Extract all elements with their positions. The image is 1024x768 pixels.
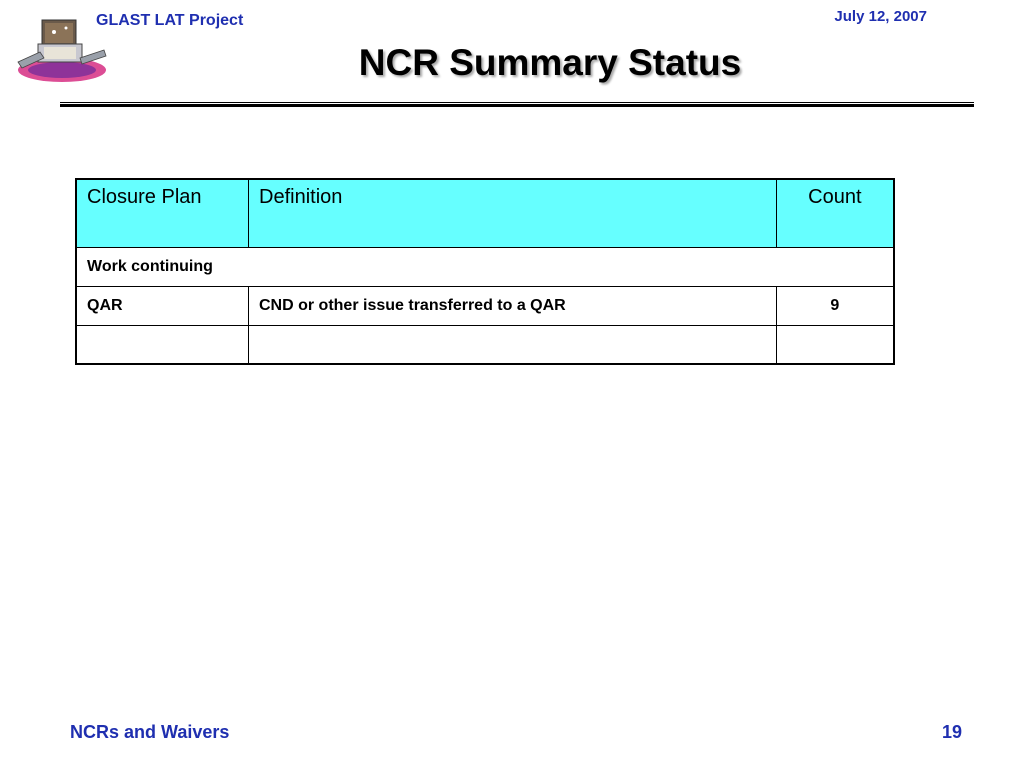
title-divider <box>60 102 974 107</box>
cell-definition: CND or other issue transferred to a QAR <box>249 286 777 325</box>
cell-closure-plan: QAR <box>76 286 249 325</box>
page-title: NCR Summary Status <box>358 42 742 83</box>
cell-definition <box>249 325 777 364</box>
footer-section-title: NCRs and Waivers <box>70 722 230 742</box>
section-label: Work continuing <box>76 247 894 286</box>
ncr-summary-table <box>75 178 895 365</box>
table-header-row <box>76 179 894 247</box>
cell-count <box>776 325 894 364</box>
slide-date: July 12, 2007 <box>834 8 927 25</box>
project-name: GLAST LAT Project <box>96 12 244 29</box>
page-number: 19 <box>941 722 962 742</box>
cell-count: 9 <box>776 286 894 325</box>
table-section-row <box>76 247 894 286</box>
column-header-count: Count <box>776 179 894 247</box>
column-header-closure-plan: Closure Plan <box>76 179 249 247</box>
column-header-definition: Definition <box>249 179 777 247</box>
table-row <box>76 286 894 325</box>
table-row <box>76 325 894 364</box>
cell-closure-plan <box>76 325 249 364</box>
